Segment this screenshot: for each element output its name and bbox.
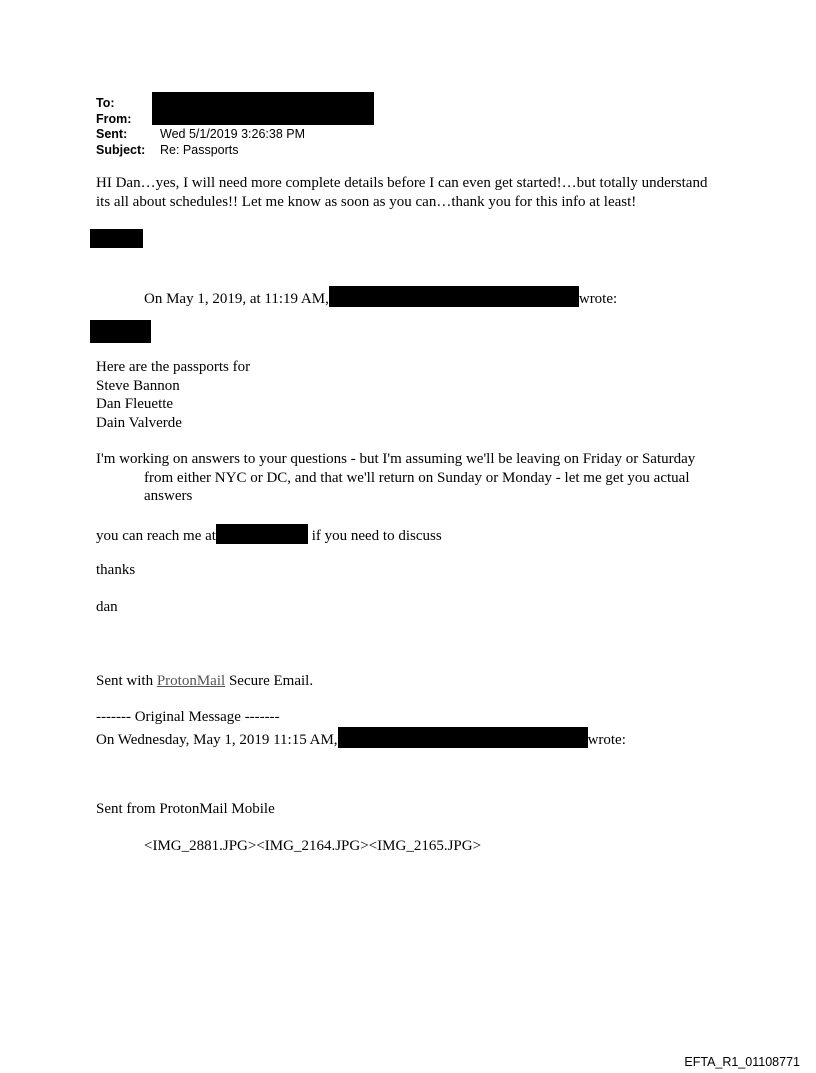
sent-with-suffix: Secure Email.	[228, 673, 314, 689]
quoted-intro-suffix: wrote:	[578, 291, 618, 307]
sent-value: Wed 5/1/2019 3:26:38 PM	[160, 127, 306, 141]
original-intro-prefix: On Wednesday, May 1, 2019 11:15 AM,	[96, 732, 338, 748]
attachments-text: <IMG_2881.JPG><IMG_2164.JPG><IMG_2165.JPG>	[144, 838, 482, 854]
working-paragraph: I'm working on answers to your questions - but I'm assuming we'll be leaving on Friday or Saturday from either NYC or DC, and that we'll return on Sunday or Monday - let me get you actual answers	[96, 451, 696, 504]
redaction-reply-signature	[90, 229, 143, 248]
to-label: To:	[96, 96, 115, 110]
redaction-phone	[216, 524, 308, 544]
original-intro	[96, 727, 626, 750]
reply-body: HI Dan…yes, I will need more complete details before I can even get started!…but totally understand its all about schedules!! Let me know as soon as you can…thank you for this info at least!	[96, 175, 708, 210]
from-label: From:	[96, 111, 132, 126]
redaction-quoted-greeting	[90, 320, 151, 343]
redaction-original-sender	[338, 727, 588, 748]
passport-line: Dan Fleuette	[96, 396, 174, 412]
reach-line	[96, 524, 442, 546]
redaction-quoted-sender	[329, 286, 579, 307]
reach-prefix: you can reach me at	[96, 528, 216, 544]
thanks-text: thanks	[96, 562, 136, 578]
sent-from-text: Sent from ProtonMail Mobile	[96, 801, 275, 817]
signoff-text: dan	[96, 599, 118, 615]
subject-label: Subject:	[96, 142, 146, 157]
sent-with-line	[96, 672, 313, 691]
sent-with-prefix: Sent with	[96, 673, 154, 689]
passport-line: Here are the passports for	[96, 359, 251, 375]
protonmail-link[interactable]: ProtonMail	[156, 673, 226, 689]
quoted-intro	[144, 286, 617, 309]
sent-label: Sent:	[96, 127, 128, 141]
redaction-to-from	[152, 92, 374, 125]
document-id: EFTA_R1_01108771	[684, 1055, 800, 1069]
original-message-label: ------- Original Message -------	[96, 709, 280, 725]
original-intro-suffix: wrote:	[587, 732, 626, 748]
reach-suffix: if you need to discuss	[311, 528, 442, 544]
passport-line: Dain Valverde	[96, 414, 182, 431]
passport-line: Steve Bannon	[96, 377, 180, 394]
quoted-intro-prefix: On May 1, 2019, at 11:19 AM,	[144, 291, 329, 307]
subject-value: Re: Passports	[160, 142, 239, 157]
sent-row	[96, 127, 305, 143]
subject-row	[96, 143, 305, 159]
